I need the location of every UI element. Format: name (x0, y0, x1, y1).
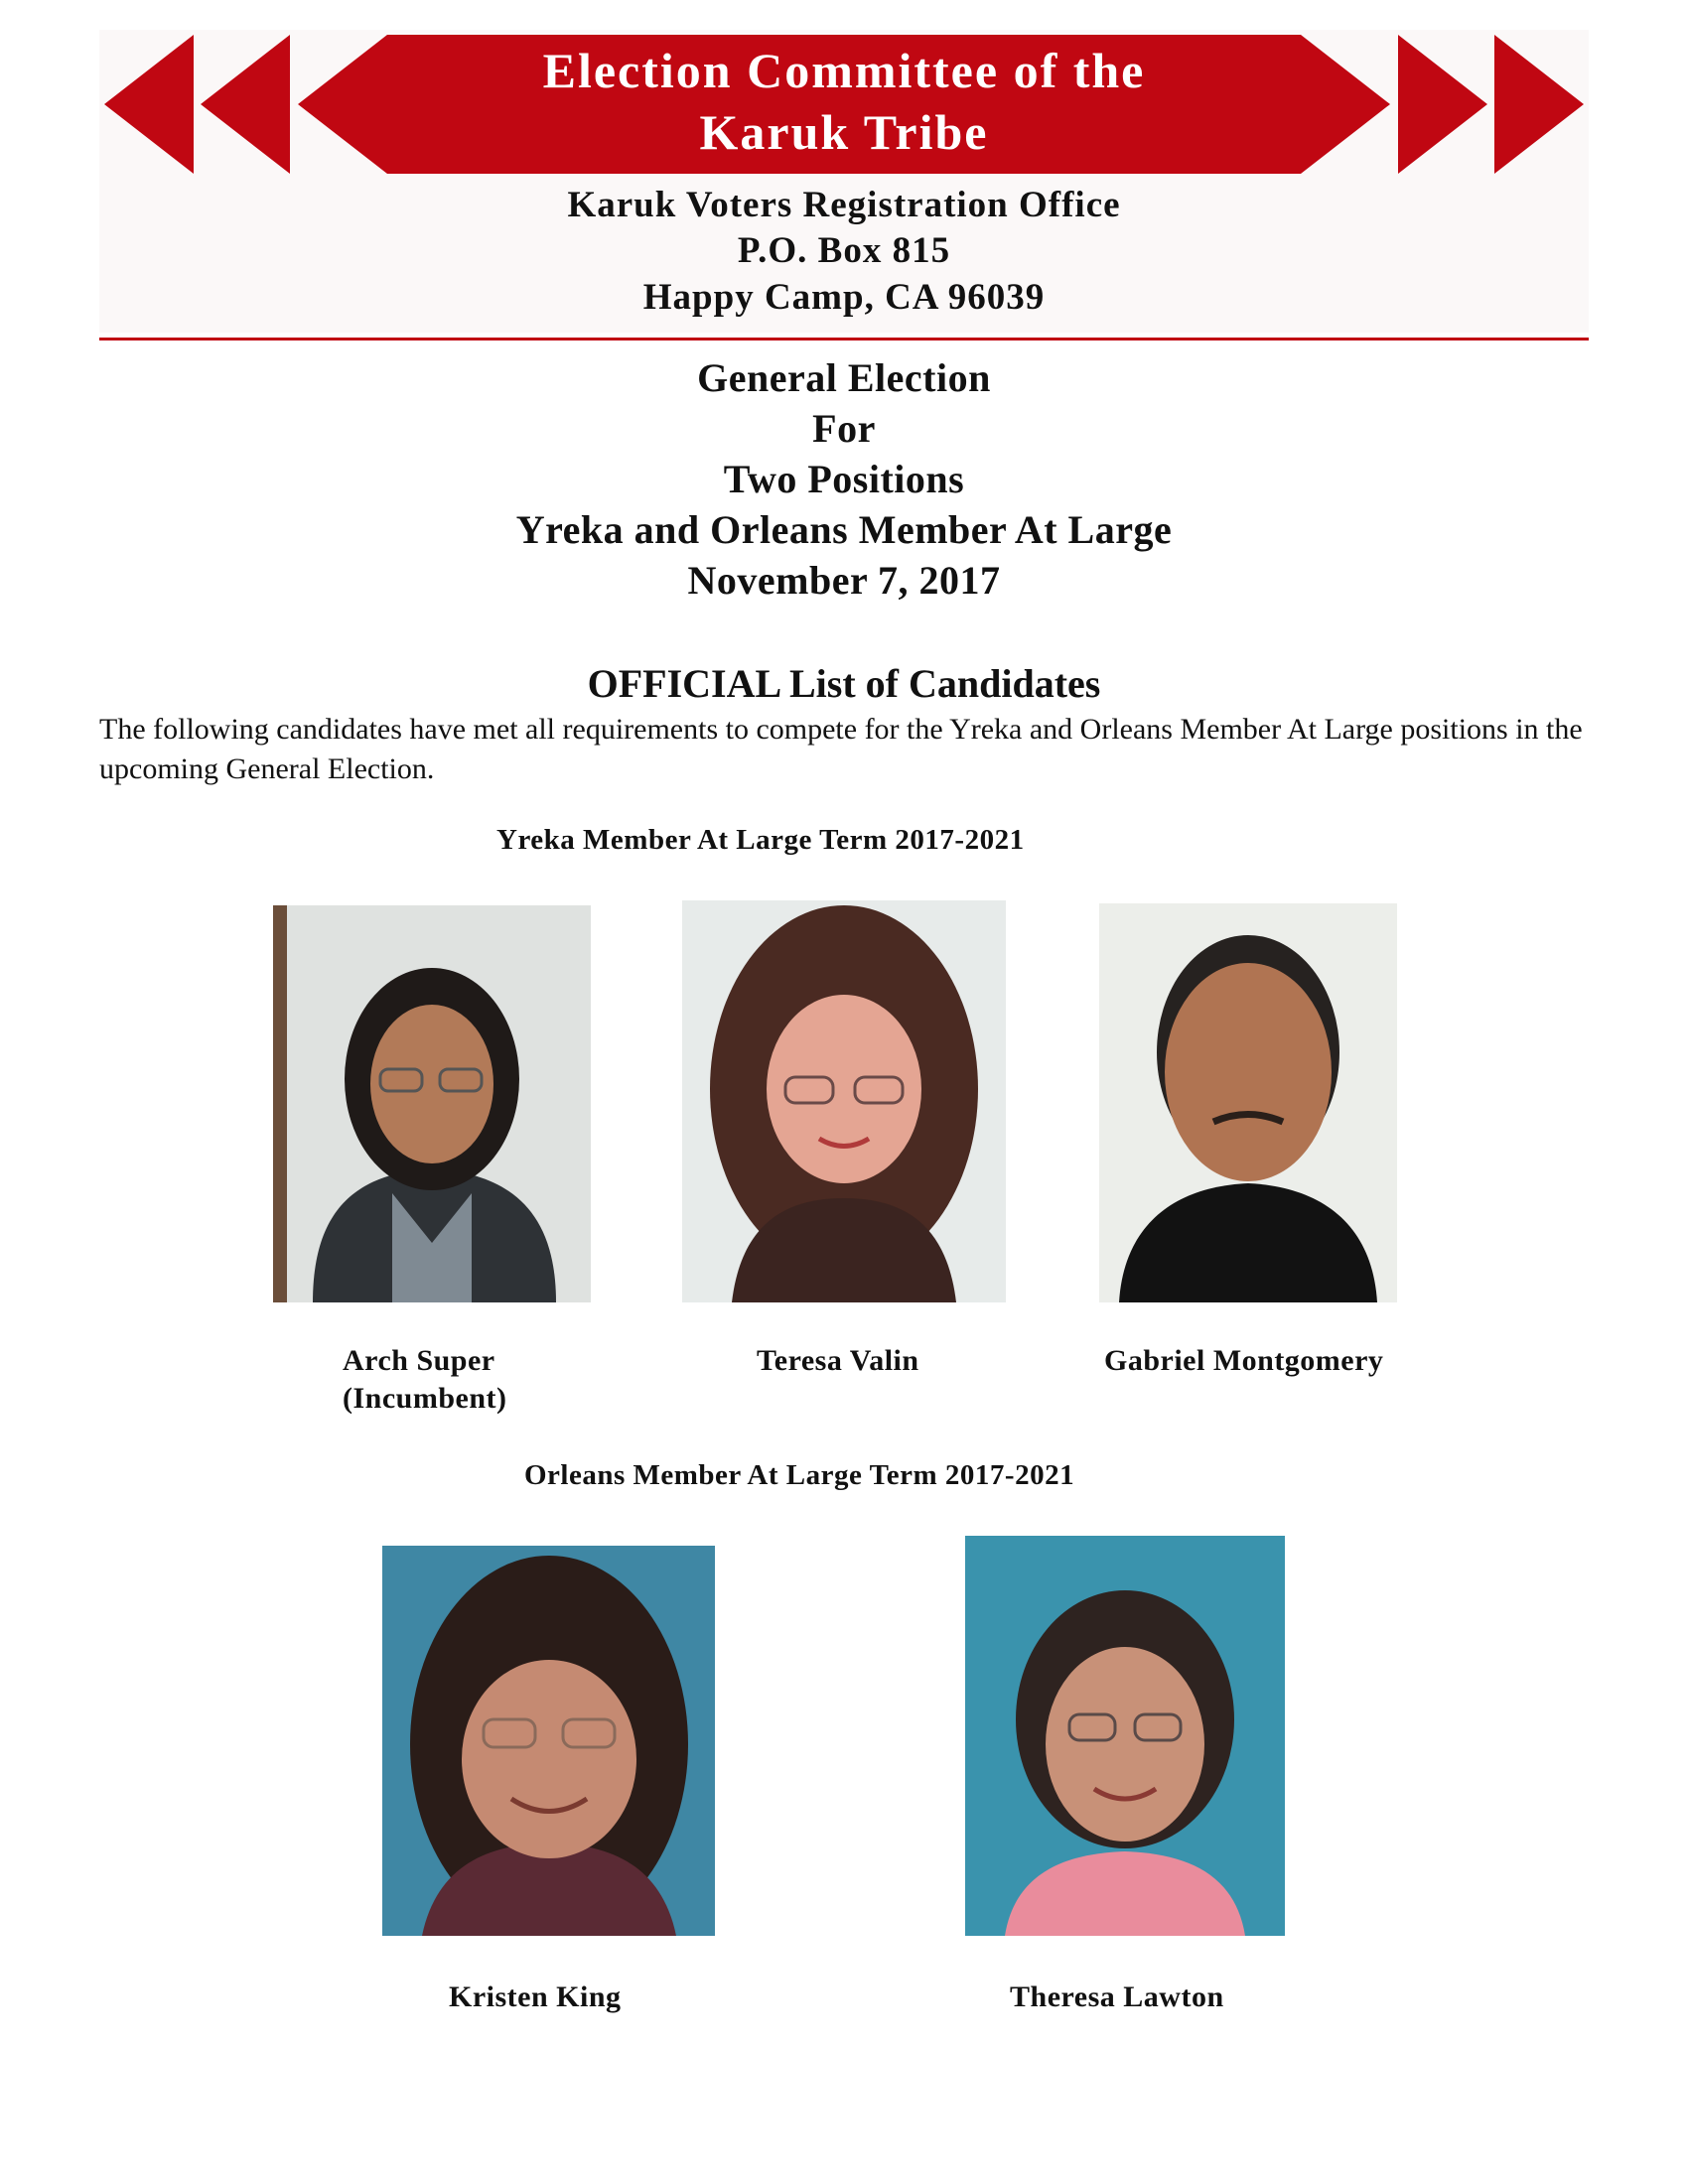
candidate-incumbent-note: (Incumbent) (343, 1382, 507, 1415)
left-outer-arrow-icon (104, 35, 194, 174)
election-line3: Two Positions (723, 457, 965, 501)
candidate-name-theresa-lawton: Theresa Lawton (1010, 1980, 1224, 2013)
candidate-name-kristen-king: Kristen King (449, 1980, 622, 2013)
banner-title-line2: Karuk Tribe (699, 104, 989, 160)
candidate-name-gabriel-montgomery: Gabriel Montgomery (1104, 1344, 1384, 1377)
yreka-heading: Yreka Member At Large Term 2017-2021 (496, 824, 1025, 856)
candidate-photo-theresa-lawton (965, 1536, 1285, 1936)
election-line2: For (812, 406, 876, 451)
city-state-zip: Happy Camp, CA 96039 (642, 277, 1046, 318)
candidate-photo-kristen-king (382, 1546, 715, 1936)
orleans-heading: Orleans Member At Large Term 2017-2021 (524, 1459, 1075, 1491)
right-inner-arrow-icon (1398, 35, 1487, 174)
candidate-photo-teresa-valin (682, 900, 1006, 1302)
office-name: Karuk Voters Registration Office (567, 185, 1121, 225)
left-inner-arrow-icon (201, 35, 290, 174)
election-line1: General Election (697, 355, 991, 400)
right-outer-arrow-icon (1494, 35, 1584, 174)
banner-title-line1: Election Committee of the (542, 43, 1146, 98)
election-date: November 7, 2017 (687, 558, 1001, 603)
candidate-name-teresa-valin: Teresa Valin (757, 1344, 919, 1377)
intro-paragraph: The following candidates have met all requirements to compete for the Yreka and Orleans Member At Large positions in the upcoming General Election. (99, 713, 1583, 785)
candidate-photo-arch-super (273, 905, 591, 1302)
candidate-name-arch-super: Arch Super (343, 1344, 495, 1377)
candidates-list-title: OFFICIAL List of Candidates (587, 661, 1101, 706)
election-line4: Yreka and Orleans Member At Large (515, 507, 1173, 552)
po-box: P.O. Box 815 (737, 230, 951, 271)
header-divider (99, 338, 1589, 341)
candidate-photo-gabriel-montgomery (1099, 903, 1397, 1302)
